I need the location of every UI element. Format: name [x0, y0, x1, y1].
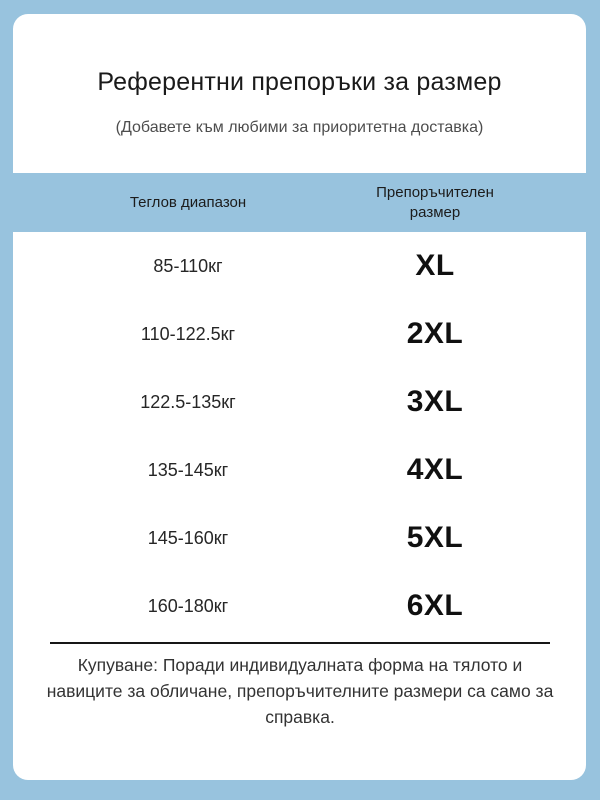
size-table-row — [0, 572, 600, 640]
page-title: Референтни препоръки за размер — [97, 68, 502, 96]
size-table-row — [0, 232, 600, 300]
recommended-size-value: 3XL — [406, 385, 464, 418]
recommended-size-value: 5XL — [406, 521, 464, 554]
size-table-row — [0, 504, 600, 572]
size-table-body — [0, 232, 600, 640]
footer-divider — [50, 642, 550, 644]
size-table-row — [0, 436, 600, 504]
header-recommended-size — [280, 173, 590, 232]
purchase-note: Купуване: Поради индивидуалната форма на тялото и навиците за обличане, препоръчителните размери са само за справка. — [46, 655, 554, 727]
recommended-size-value: XL — [415, 249, 455, 282]
recommended-size-value: 4XL — [406, 453, 464, 486]
weight-range-value: 110-122.5кг — [140, 323, 236, 344]
weight-range-value: 145-160кг — [147, 527, 229, 548]
page-subtitle: (Добавете към любими за приоритетна доставка) — [115, 119, 484, 136]
weight-range-value: 122.5-135кг — [140, 391, 236, 412]
size-table-row — [0, 368, 600, 436]
recommended-size-value: 2XL — [406, 317, 464, 350]
header-weight-range-label: Теглов диапазон — [129, 193, 247, 211]
weight-range-value: 160-180кг — [147, 595, 229, 616]
recommended-size-value: 6XL — [406, 589, 464, 622]
size-table-row — [0, 300, 600, 368]
header-recommended-size-label: Препоръчителен размер — [376, 183, 494, 221]
weight-range-value: 135-145кг — [147, 459, 229, 480]
table-header-band — [0, 173, 600, 232]
weight-range-value: 85-110кг — [153, 255, 223, 276]
